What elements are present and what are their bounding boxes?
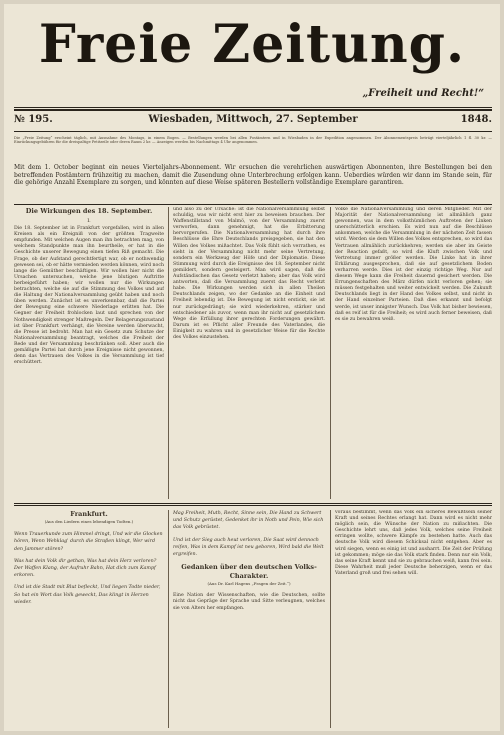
column-divider (168, 207, 169, 499)
subscription-notice: Mit dem 1. October beginnt ein neues Vierteljahrs-Abonnement. Wir ersuchen die verehrlichen auswärtigen Abonnenten, ihre Bestellungen bei den betreffenden Postämtern frühzeitig zu machen, damit die Zusendung ohne Unterbrechung erfolgen kann. Ueberdies würden wir dann im Stande sein, für die gehörige Anzahl Exemplare zu sorgen, und könnten auf diese Weise späteren Bestellern vollständige Exemplare garantiren. (14, 164, 492, 187)
essay-heading: Gedanken über den deutschen Volks-Charakter. (181, 563, 317, 581)
rule-feuilleton-2 (14, 505, 492, 506)
poem-column-2 (173, 510, 325, 728)
article-heading: Die Wirkungen des 18. September. (25, 207, 153, 215)
column-5 (335, 510, 492, 728)
rule-top-thick (14, 109, 492, 111)
masthead-title: Freie Zeitung. (38, 14, 466, 75)
column-3 (335, 207, 492, 499)
column-divider (168, 510, 169, 728)
article-section-number: I. (87, 218, 91, 224)
article-body-2: und also zu der Ursache: ist die Nationalversammlung selbst schuldig, was wir nicht erst hier zu beweisen brauchen. Der Waffenstillstand von Malmö, von der Versammlung zuerst verworfen, dann genehmigt, hat die Erbitterung hervorgerufen. Die Nationalversammlung hat durch ihre Beschlüsse die Ehre Deutschlands preisgegeben, sie hat den Willen des Volkes mißachtet. Das Volk fühlt sich verrathen, es sieht in der Versammlung nicht mehr seine Vertretung, sondern ein Werkzeug der Höfe und der Diplomatie. Diese Stimmung wird durch die Ereignisse des 18. September nicht gemildert, sondern gesteigert. Man wird sagen, daß die Aufständischen das Gesetz verletzt haben; aber das Volk wird antworten, daß die Versammlung zuerst das Recht verletzt habe. Die Wirkungen werden sich in allen Theilen Deutschlands zeigen, wo der Gedanke an die Einheit und Freiheit lebendig ist. Die Bewegung ist nicht erstickt, sie ist nur zurückgedrängt; sie wird wiederkehren, stärker und entschiedener als zuvor, wenn man ihr nicht auf gesetzlichem Wege die Erfüllung ihrer gerechten Forderungen gewährt. Darum ist es Pflicht aller Freunde des Vaterlandes, die Einigkeit zu wahren und in gesetzlicher Weise für die Rechte des Volkes einzustehen. (173, 207, 325, 340)
poem-stanza: Und ist die Stadt mit Blut befleckt, Und liegen Todte nieder, So hat ein Wort das Volk geweckt, Das klingt in Herzen wieder. (14, 585, 161, 605)
column-divider (330, 510, 331, 728)
issue-year: 1848. (460, 114, 492, 125)
rule-above-columns (14, 204, 492, 205)
intro-text: Die „Freie Zeitung“ erscheint täglich, mit Ausnahme des Montags, in einem Bogen. — Bestellungen werden bei allen Postämtern und in Wiesbaden in der Expedition angenommen. Der Abonnementspreis beträgt vierteljährlich 1 fl. 30 kr. — Einrückungsgebühren für die dreispaltige Petitzeile oder deren Raum 2 kr. — Anzeigen werden bis Nachmittags 4 Uhr angenommen. (14, 136, 492, 145)
article-body-3: Volke die Nationalversammlung und deren Mitglieder. Mit der Majorität der Nationalversammlung ist allmählich ganz gewonnen, was in dem volksthümlichen Auftreten der Linken unerschütterlich erschien. Es wird nun auf die Beschlüsse ankommen, welche die Versammlung in der nächsten Zeit fassen wird. Werden sie dem Willen des Volkes entsprechen, so wird das Vertrauen allmählich zurückkehren; werden sie aber im Geiste der Reaction gefaßt, so wird die Kluft zwischen Volk und Vertretung immer größer werden. Die Linke hat in ihrer Erklärung ausgesprochen, daß sie auf gesetzlichem Boden verharren werde. Dies ist der einzig richtige Weg. Nur auf diesem Wege kann die Freiheit dauernd gesichert werden. Die Errungenschaften des März dürfen nicht verloren gehen; sie müssen festgehalten und weiter entwickelt werden. Die Zukunft Deutschlands liegt in der Hand des Volkes selbst, und nicht in der Hand einzelner Parteien. Daß dies erkannt und befolgt werde, ist unser innigster Wunsch. Das Volk hat bisher bewiesen, daß es reif ist für die Freiheit; es wird auch ferner beweisen, daß es sie zu bewahren weiß. (335, 207, 492, 322)
poem-stanza: Wenn Trauerkunde zum Himmel dringt, Und wir die Glocken hören, Wenn Wehklag' durch die Straßen klingt, Wer wird den Jammer stören? (14, 532, 163, 552)
column-divider (330, 207, 331, 499)
poem-subtitle: (Aus den Liedern eines lebendigen Todten.) (44, 519, 134, 524)
place-date: Wiesbaden, Mittwoch, 27. September (148, 114, 358, 125)
article-body-5: voraus bestimmt, wenn das Volk ein sicheres Bewußtsein seiner Kraft und seines Rechtes erlangt hat. Dann wird es nicht mehr möglich sein, die Wünsche der Nation zu mißachten. Die Geschichte lehrt uns, daß jedes Volk, welches seine Freiheit erringen wollte, schwere Kämpfe zu bestehen hatte. Auch das deutsche Volk wird diesem Schicksal nicht entgehen. Aber es wird siegen, wenn es einig ist und ausharrt. Die Zeit der Prüfung ist gekommen; möge sie das Volk stark finden. Denn nur ein Volk, das seine Kraft kennt und sie zu gebrauchen weiß, kann frei sein. Diese Wahrheit muß jeder Deutsche beherzigen, wenn er das Vaterland groß und frei sehen will. (335, 510, 492, 576)
poem-stanza: Mag Freiheit, Muth, Recht, Sinne sein, Die Hand zu Schwert und Schutz gerüstet, Gedenket ihr in Noth und Pein, Wie sich das Volk gebrüstet. (173, 511, 324, 531)
article-body-1: Die 18. September ist in Frankfurt vorgefallen, wird in allen Kreisen als ein Ereigniß von der größten Tragweite empfunden. Mit welchen Augen man ihn betrachten mag, von welchem Standpunkte man ihn beurtheile, er hat in die Geschichte unserer Bewegung einen tiefen Riß gemacht. Die Frage, ob der Aufstand gerechtfertigt war, ob er nothwendig gewesen sei, ob er hätte vermieden werden können, wird noch lange die Gemüther beschäftigen. Wir wollen hier nicht die Ursachen untersuchen, welche jene blutigen Auftritte herbeigeführt haben; wir wollen nur die Wirkungen betrachten, welche sie auf die Stimmung des Volkes und auf die Haltung der Nationalversammlung geübt haben und noch üben werden. Zunächst ist es unverkennbar, daß die Partei der Bewegung eine schwere Niederlage erlitten hat. Die Gegner der Freiheit frohlocken laut und sprechen von der Nothwendigkeit strenger Maßregeln. Der Belagerungszustand ist über Frankfurt verhängt, die Vereine werden überwacht, die Presse ist bedroht. Man hat ein Gesetz zum Schutze der Nationalversammlung beantragt, welches die Freiheit der Rede und der Versammlung beschränken soll. Aber auch die gemäßigte Partei hat durch jene Ereignisse nicht gewonnen, denn das Vertrauen des Volkes in die Versammlung ist tief erschüttert. (14, 226, 164, 366)
column-2 (173, 207, 325, 499)
poem-heading: Frankfurt. (70, 510, 108, 518)
dateline (14, 114, 492, 130)
poem-stanza: Was hat dein Volk dir gethan, Was hat dein Herz verloren? Der Waffen Klang, der Aufruhr Bahn, Hat dich zum Kampf erkoren. (14, 558, 157, 579)
essay-body: Eine Nation der Wissenschaften, wie die Deutschen, sollte nicht das Gepräge der Sprache und Sitte verleugnen, welches sie von Alters her empfangen. (173, 593, 325, 611)
newspaper-page (4, 4, 500, 731)
rule-feuilleton (14, 503, 492, 504)
column-1 (14, 207, 164, 499)
issue-number: № 195. (14, 114, 53, 125)
masthead-motto: „Freiheit und Recht!“ (362, 88, 484, 99)
rule-under-dateline (14, 131, 492, 132)
poem-column (14, 510, 164, 728)
rule-top (14, 107, 492, 108)
essay-subtitle: (Aus Dr. Karl Hagens „Fragen der Zeit.“) (207, 581, 291, 587)
poem-stanza: Und ist der Sieg auch heut verloren, Die Saat wird dennoch reifen, Was in dem Kampf ist neu geboren, Wird bald die Welt ergreifen. (173, 537, 324, 558)
